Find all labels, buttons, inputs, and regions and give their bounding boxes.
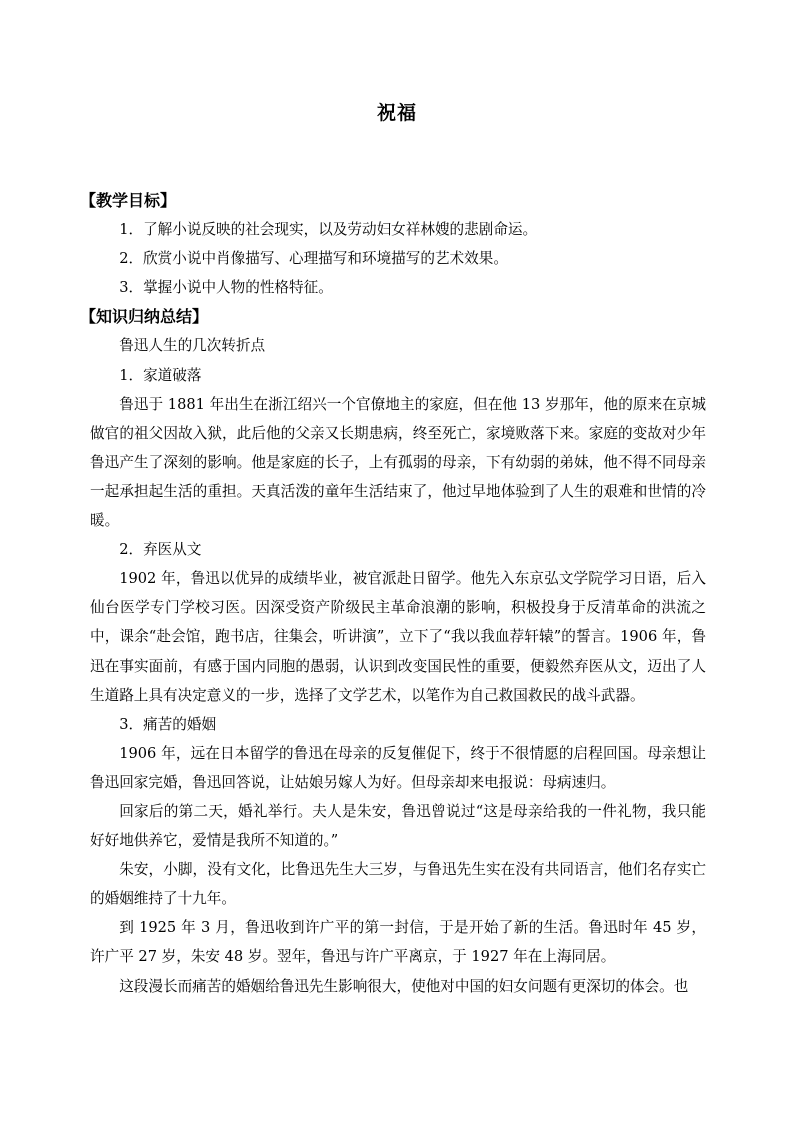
subheading-painful-marriage: 3．痛苦的婚姻: [119, 715, 217, 733]
document-body: [80, 186, 706, 1001]
paragraph-medicine-to-literature: 1902 年，鲁迅以优异的成绩毕业，被官派赴日留学。他先入东京弘文学院学习日语，后入仙台医学专门学校习医。因深受资产阶级民主革命浪潮的影响，积极投身于反清革命的洪流之中，课余“赴会馆，跑书店，往集会，听讲演”，立下了“我以我血荐轩辕”的誓言。1906 年，鲁迅在事实面前，有感于国内同胞的愚弱，认识到改变国民性的重要，便毅然弃医从文，迈出了人生道路上具有决定意义的一步，选择了文学艺术，以笔作为自己救国救民的战斗武器。: [90, 570, 706, 704]
section-heading-teaching-goals: 【教学目标】: [80, 191, 177, 210]
document-title: 祝福: [376, 102, 417, 124]
subheading-family-decline: 1．家道破落: [119, 366, 202, 384]
goal-item-2: 2．欣赏小说中肖像描写、心理描写和环境描写的艺术效果。: [119, 250, 508, 268]
summary-intro: 鲁迅人生的几次转折点: [119, 337, 266, 355]
goal-item-3: 3．掌握小说中人物的性格特征。: [119, 279, 333, 297]
paragraph-marriage-4: 到 1925 年 3 月，鲁迅收到许广平的第一封信，于是开始了新的生活。鲁迅时年 45 岁，许广平 27 岁，朱安 48 岁。翌年，鲁迅与许广平离京，于 1927 年在上海同居。: [90, 919, 706, 966]
goal-item-1: 1．了解小说反映的社会现实，以及劳动妇女祥林嫂的悲剧命运。: [119, 221, 538, 239]
paragraph-marriage-5: 这段漫长而痛苦的婚姻给鲁迅先生影响很大，使他对中国的妇女问题有更深切的体会。也: [119, 977, 689, 995]
paragraph-marriage-2: 回家后的第二天，婚礼举行。夫人是朱安，鲁迅曾说过“这是母亲给我的一件礼物，我只能好好地供养它，爱情是我所不知道的。”: [90, 802, 706, 850]
paragraph-marriage-1: 1906 年，远在日本留学的鲁迅在母亲的反复催促下，终于不很情愿的启程回国。母亲想让鲁迅回家完婚，鲁迅回答说，让姑娘另嫁人为好。但母亲却来电报说：母病速归。: [90, 744, 706, 791]
paragraph-family-decline: 鲁迅于 1881 年出生在浙江绍兴一个官僚地主的家庭，但在他 13 岁那年，他的原来在京城做官的祖父因故入狱，此后他的父亲又长期患病，终至死亡，家境败落下来。家庭的变故对少年鲁迅产生了深刻的影响。他是家庭的长子，上有孤弱的母亲，下有幼弱的弟妹，他不得不同母亲一起承担起生活的重担。天真活泼的童年生活结束了，他过早地体验到了人生的艰难和世情的冷暖。: [90, 395, 706, 530]
section-heading-knowledge-summary: 【知识归纳总结】: [80, 307, 209, 327]
paragraph-marriage-3: 朱安，小脚，没有文化，比鲁迅先生大三岁，与鲁迅先生实在没有共同语言，他们名存实亡的婚姻维持了十九年。: [90, 861, 706, 908]
subheading-medicine-to-literature: 2．弃医从文: [119, 541, 202, 559]
